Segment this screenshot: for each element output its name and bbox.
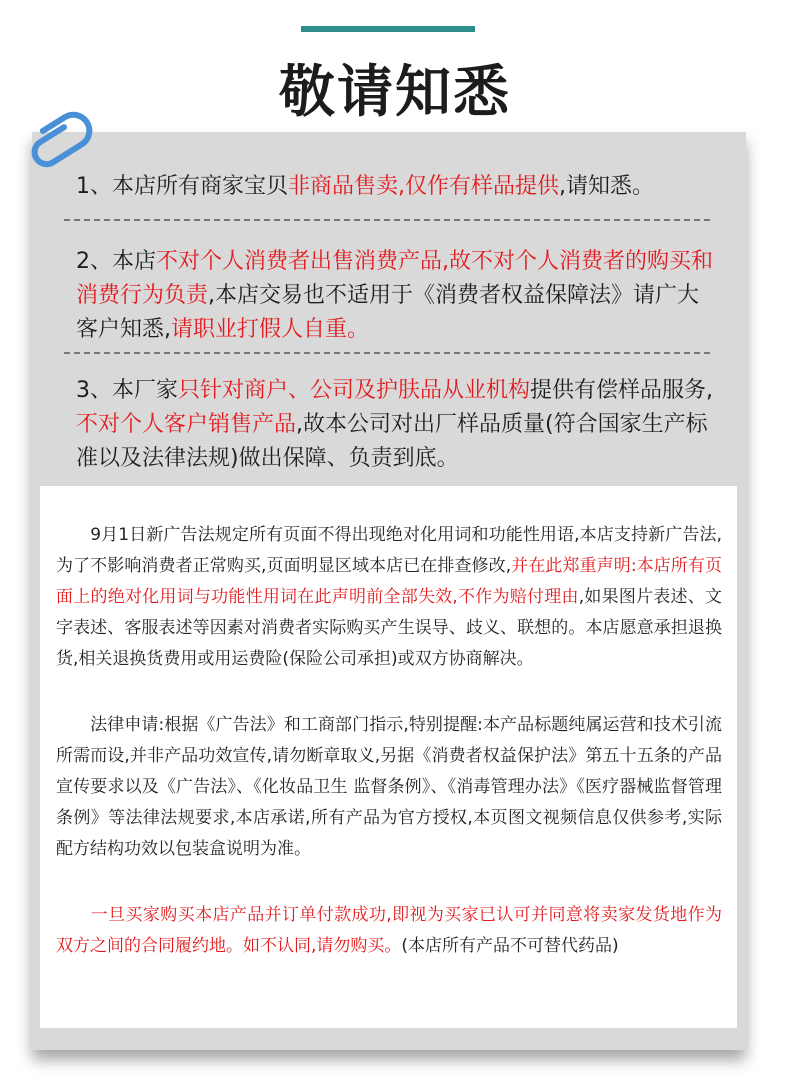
notice-1-highlight: 非商品售卖,仅作有样品提供 (288, 174, 559, 199)
notice-2-highlight-2: 请职业打假人自重。 (171, 317, 370, 342)
title-accent-bar (301, 26, 475, 32)
notice-1-tail: ,请知悉。 (559, 174, 654, 199)
statement-1-highlight: 并在此郑重声明:本店所有页面上的绝对化用词与功能性用词在此声明前全部失效,不作为赔付理由 (56, 556, 722, 607)
notice-1-text: 1、本店所有商家宝贝 (76, 174, 288, 199)
notice-2-text: 2、本店 (76, 249, 156, 274)
divider-dashed (64, 352, 710, 354)
paperclip-icon (0, 84, 146, 204)
notice-item-1 (76, 170, 716, 204)
notice-2-middle: ,本店交易也不适用于《消费者权益保障法》请广大客户知悉, (76, 283, 700, 342)
divider-dashed (64, 219, 710, 221)
notice-3-highlight-2: 不对个人客户销售产品 (76, 412, 297, 437)
statement-paragraph-1 (56, 520, 722, 675)
statement-3-tail: (本店所有产品不可替代药品) (401, 936, 619, 956)
statement-paragraph-2 (56, 710, 722, 865)
statement-1-text: 9月1日新广告法规定所有页面不得出现绝对化用词和功能性用语,本店支持新广告法,为了不影响消费者正常购买,页面明显区域本店已在排查修改, (56, 525, 722, 576)
notice-3-text: 3、本厂家 (76, 378, 178, 403)
statement-2-text: 法律申请:根据《广告法》和工商部门指示,特别提醒:本产品标题纯属运营和技术引流所需而设,并非产品功效宣传,请勿断章取义,另据《消费者权益保护法》第五十五条的产品宣传要求以及《广告法》、《化妆品卫生 监督条例》、《消毒管理办法》《医疗器械监督管理条例》等法律法规要求,本店承诺,所有产品为官方授权,本页图文视频信息仅供参考,实际配方结构功效以包装盒说明为准。 (56, 715, 722, 859)
notice-3-tail: ,故本公司对出厂样品质量(符合国家生产标准以及法律法规)做出保障、负责到底。 (76, 412, 708, 471)
page-title: 敬请知悉 (279, 60, 511, 125)
notice-3-middle: 提供有偿样品服务, (530, 378, 714, 403)
statement-1-tail: ,如果图片表述、文字表述、客服表述等因素对消费者实际购买产生误导、歧义、联想的。本店愿意承担退换货,相关退换货费用或用运费险(保险公司承担)或双方协商解决。 (56, 587, 723, 669)
statement-paragraph-3 (56, 900, 722, 962)
notice-2-highlight: 不对个人消费者出售消费产品,故不对个人消费者的购买和消费行为负责 (76, 249, 713, 308)
notice-3-highlight: 只针对商户、公司及护肤品从业机构 (178, 378, 531, 403)
notice-item-3 (76, 374, 716, 476)
notice-item-2 (76, 245, 716, 347)
statement-3-highlight: 一旦买家购买本店产品并订单付款成功,即视为买家已认可并同意将卖家发货地作为双方之间的合同履约地。如不认同,请勿购买。 (56, 905, 722, 956)
